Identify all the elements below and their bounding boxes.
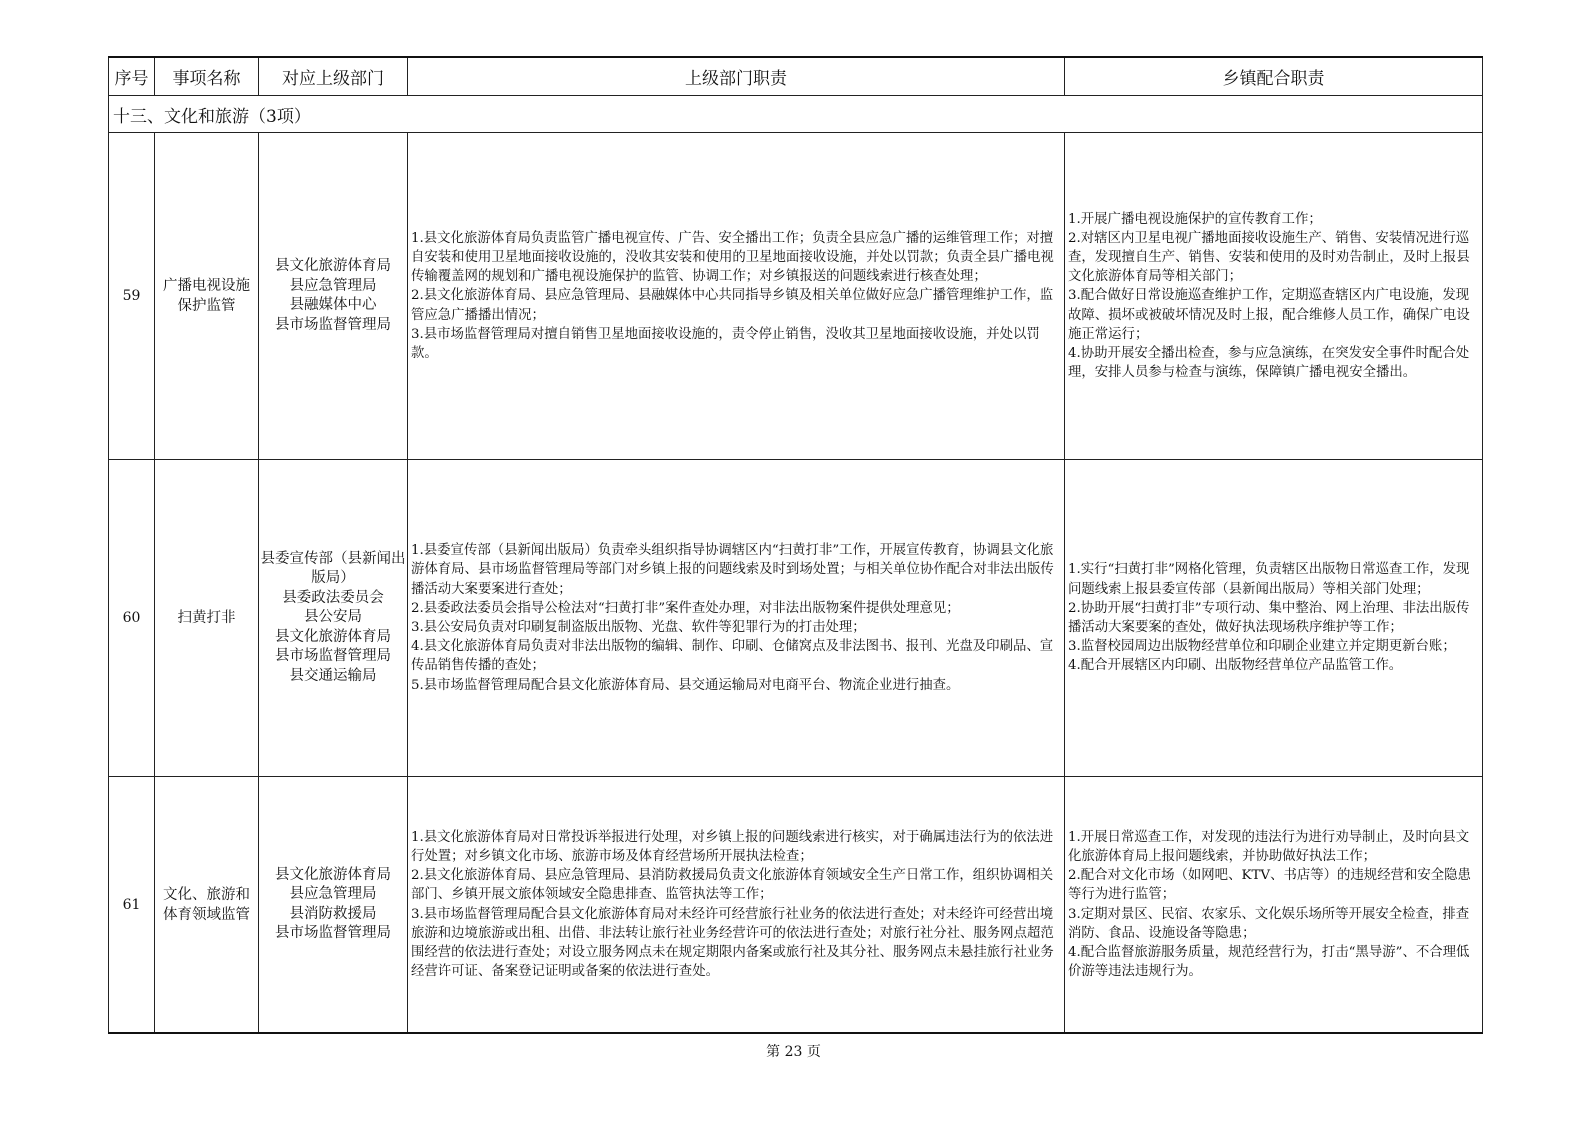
header-item-name: 事项名称	[155, 57, 259, 96]
header-no: 序号	[109, 57, 155, 96]
upper-duty-item: 1.县文化旅游体育局负责监管广播电视宣传、广告、安全播出工作；负责全县应急广播的运维管理工作；对擅自安装和使用卫星地面接收设施的，没收其安装和使用的卫星地面接收设施，并处以罚款；负责全县广播电视传输覆盖网的规划和广播电视设施保护的监管、协调工作；对乡镇报送的问题线索进行核查处理；	[411, 230, 1054, 285]
upper-duty-cell	[408, 777, 1065, 1034]
town-duty-cell	[1065, 460, 1483, 777]
upper-duty-item: 3.县市场监督管理局配合县文化旅游体育局对未经许可经营旅行社业务的依法进行查处；对未经许可经营出境旅游和边境旅游或出租、出借、非法转让旅行社业务经营许可的依法进行查处；对旅行社分社、服务网点超范围经营的依法进行查处；对设立服务网点未在规定期限内备案或旅行社及其分社、服务网点未悬挂旅行社业务经营许可证、备案登记证明或备案的依法进行查处。	[411, 906, 1054, 980]
row-number: 60	[109, 460, 155, 777]
town-duty-item: 3.定期对景区、民宿、农家乐、文化娱乐场所等开展安全检查，排查消防、食品、设施设备等隐患；	[1068, 906, 1470, 941]
item-name-line: 文化、旅游和	[163, 886, 250, 903]
duty-table-wrapper	[108, 56, 1482, 1034]
department-name: 县消防救援局	[289, 905, 377, 922]
department-name: 县公安局	[304, 609, 362, 626]
upper-duty-item: 2.县文化旅游体育局、县应急管理局、县融媒体中心共同指导乡镇及相关单位做好应急广播管理维护工作，监管应急广播播出情况；	[411, 288, 1054, 323]
department-name: 县应急管理局	[289, 886, 377, 902]
town-duty-item: 2.配合对文化市场（如网吧、KTV、书店等）的违规经营和安全隐患等行为进行监管；	[1068, 868, 1471, 903]
department-name: 县融媒体中心	[289, 297, 377, 313]
upper-duty-item: 2.县文化旅游体育局、县应急管理局、县消防救援局负责文化旅游体育领域安全生产日常工作，组织协调相关部门、乡镇开展文旅体领域安全隐患排查、监管执法等工作；	[411, 868, 1054, 903]
department-list	[259, 133, 408, 460]
department-name: 县交通运输局	[289, 667, 377, 684]
header-upper-duty: 上级部门职责	[408, 57, 1065, 96]
section-title: 十三、文化和旅游（3项）	[109, 96, 1483, 133]
upper-duty-item: 3.县市场监督管理局对擅自销售卫星地面接收设施的，责令停止销售，没收其卫星地面接收设施，并处以罚款。	[411, 326, 1040, 361]
table-row	[109, 777, 1483, 1034]
department-name: 县应急管理局	[289, 277, 377, 294]
item-name-line: 保护监管	[177, 298, 236, 314]
item-name	[155, 460, 259, 777]
department-name: 县文化旅游体育局	[275, 258, 391, 274]
upper-duty-item: 2.县委政法委员会指导公检法对“扫黄打非”案件查处办理，对非法出版物案件提供处理意见；	[411, 600, 960, 616]
item-name-line: 体育领域监管	[163, 906, 250, 923]
duty-table	[108, 56, 1483, 1034]
upper-duty-item: 3.县公安局负责对印刷复制盗版出版物、光盘、软件等犯罪行为的打击处理；	[411, 620, 866, 635]
town-duty-item: 4.协助开展安全播出检查，参与应急演练，在突发安全事件时配合处理，安排人员参与检查与演练，保障镇广播电视安全播出。	[1068, 346, 1470, 381]
department-name: 县委政法委员会	[282, 589, 384, 606]
town-duty-cell	[1065, 777, 1483, 1034]
upper-duty-item: 4.县文化旅游体育局负责对非法出版物的编辑、制作、印刷、仓储窝点及非法图书、报刊、光盘及印刷品、宣传品销售传播的查处；	[411, 639, 1054, 674]
department-name: 县市场监督管理局	[275, 316, 391, 333]
upper-duty-item: 5.县市场监督管理局配合县文化旅游体育局、县交通运输局对电商平台、物流企业进行抽查。	[411, 677, 960, 693]
department-name: 县文化旅游体育局	[275, 866, 391, 883]
department-name: 县委宣传部（县新闻出版局）	[260, 550, 406, 587]
town-duty-item: 1.开展日常巡查工作，对发现的违法行为进行劝导制止，及时向县文化旅游体育局上报问题线索，并协助做好执法工作；	[1068, 829, 1470, 864]
item-name	[155, 133, 259, 460]
department-name: 县文化旅游体育局	[275, 628, 391, 645]
town-duty-item: 3.监督校园周边出版物经营单位和印刷企业建立并定期更新台账；	[1068, 639, 1456, 655]
department-name: 县市场监督管理局	[275, 648, 391, 665]
table-header-row	[109, 57, 1483, 96]
row-number: 59	[109, 133, 155, 460]
page-number: 第 23 页	[766, 1044, 821, 1060]
department-list	[259, 460, 408, 777]
item-name-line: 广播电视设施	[163, 278, 250, 294]
table-row	[109, 460, 1483, 777]
town-duty-item: 2.协助开展“扫黄打非”专项行动、集中整治、网上治理、非法出版传播活动大案要案的查处，做好执法现场秩序维护等工作；	[1068, 600, 1470, 635]
town-duty-cell	[1065, 133, 1483, 460]
town-duty-item: 4.配合监督旅游服务质量，规范经营行为，打击“黑导游”、不合理低价游等违法违规行为。	[1068, 944, 1470, 980]
town-duty-item: 2.对辖区内卫星电视广播地面接收设施生产、销售、安装情况进行巡查，发现擅自生产、销售、安装和使用的及时劝告制止，及时上报县文化旅游体育局等相关部门；	[1068, 230, 1470, 285]
upper-duty-cell	[408, 133, 1065, 460]
upper-duty-item: 1.县文化旅游体育局对日常投诉举报进行处理，对乡镇上报的问题线索进行核实，对于确属违法行为的依法进行处置；对乡镇文化市场、旅游市场及体育经营场所开展执法检查；	[411, 829, 1054, 864]
town-duty-item: 4.配合开展辖区内印刷、出版物经营单位产品监管工作。	[1068, 658, 1403, 674]
header-department: 对应上级部门	[259, 57, 408, 96]
item-name-line: 扫黄打非	[177, 610, 236, 626]
town-duty-item: 1.开展广播电视设施保护的宣传教育工作；	[1068, 211, 1322, 227]
department-name: 县市场监督管理局	[275, 925, 391, 941]
row-number: 61	[109, 777, 155, 1034]
upper-duty-item: 1.县委宣传部（县新闻出版局）负责牵头组织指导协调辖区内“扫黄打非”工作，开展宣传教育，协调县文化旅游体育局、县市场监督管理局等部门对乡镇上报的问题线索及时到场处置；与相关单位协作配合对非法出版传播活动大案要案进行查处；	[411, 543, 1054, 597]
upper-duty-cell	[408, 460, 1065, 777]
header-town-duty: 乡镇配合职责	[1065, 57, 1483, 96]
section-row	[109, 96, 1483, 133]
town-duty-item: 1.实行“扫黄打非”网格化管理，负责辖区出版物日常巡查工作，发现问题线索上报县委宣传部（县新闻出版局）等相关部门处理；	[1068, 562, 1470, 597]
item-name	[155, 777, 259, 1034]
table-row	[109, 133, 1483, 460]
department-list	[259, 777, 408, 1034]
town-duty-item: 3.配合做好日常设施巡查维护工作，定期巡查辖区内广电设施，发现故障、损坏或被破坏情况及时上报，配合维修人员工作，确保广电设施正常运行；	[1068, 288, 1470, 342]
